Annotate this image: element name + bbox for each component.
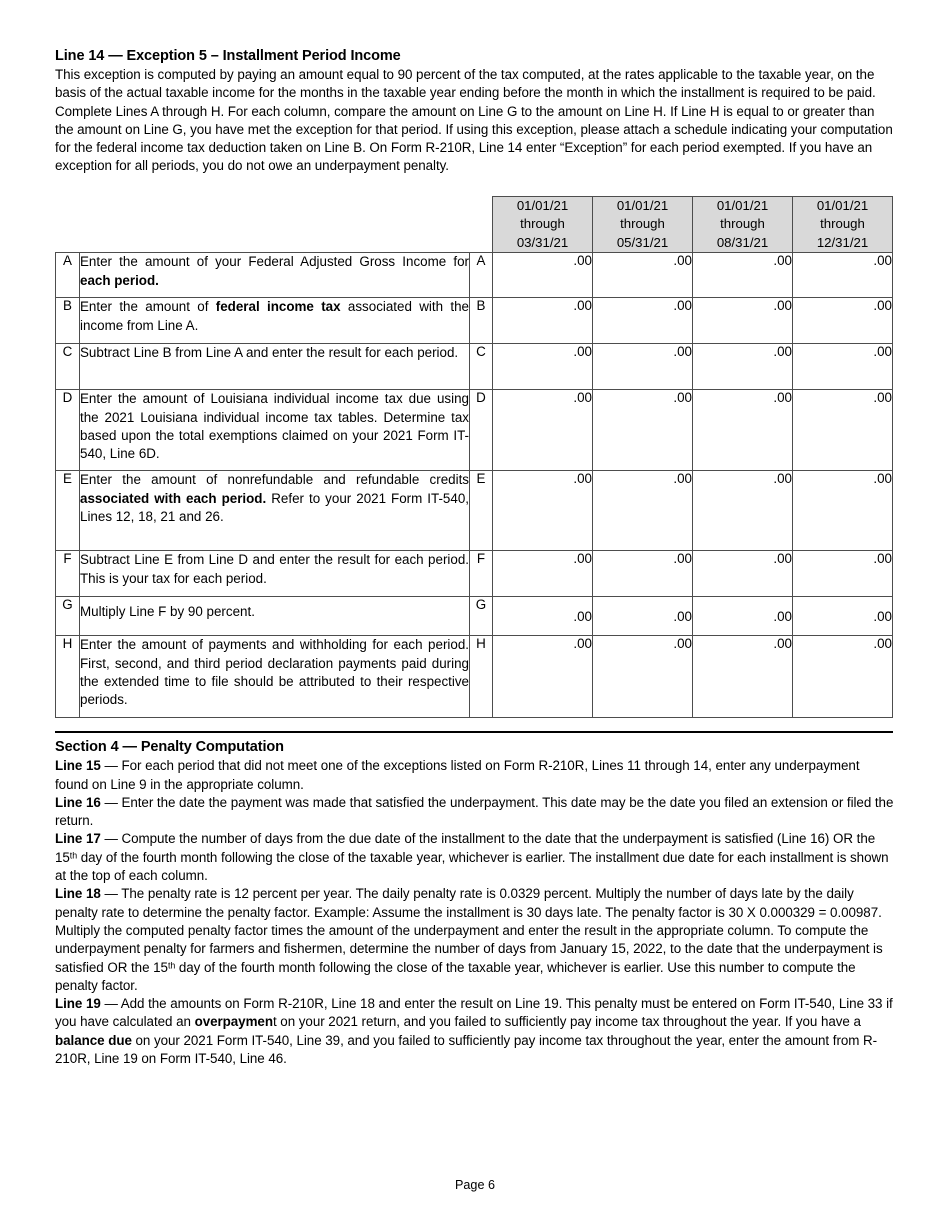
row-d-description: Enter the amount of Louisiana individual income tax due using the 2021 Louisiana individual income tax tables. Determine tax based upon the total exemptions claimed on your 2021 Form IT-540, Line 6D. bbox=[80, 390, 470, 471]
line-14-paragraph: This exception is computed by paying an amount equal to 90 percent of the tax computed, at the rates applicable to the taxable year, on the basis of the actual taxable income for the months in the taxable year ending before the month in which the installment is required to be paid. Complete Lines A through H. For each column, compare the amount on Line G to the amount on Line H. If Line H is equal to or greater than the amount on Line G, you have met the exception for that period. If using this exception, please attach a schedule indicating your computation for the federal income tax deduction taken on Line B. On Form R-210R, Line 14 enter “Exception” for each period exempted. If you have an exception for all periods, you do not owe an underpayment penalty. bbox=[55, 67, 893, 174]
row-e-letter-right: E bbox=[470, 471, 493, 551]
row-c-amount-2[interactable]: .00 bbox=[593, 344, 693, 390]
period-2-start: 01/01/21 bbox=[616, 197, 669, 213]
row-e-amount-1[interactable]: .00 bbox=[493, 471, 593, 551]
table-row-f bbox=[56, 551, 893, 597]
row-c-description: Subtract Line B from Line A and enter the result for each period. bbox=[80, 344, 470, 390]
row-a-letter-right: A bbox=[470, 253, 493, 298]
table-row-d bbox=[56, 390, 893, 471]
row-d-amount-1[interactable]: .00 bbox=[493, 390, 593, 471]
row-f-amount-3[interactable]: .00 bbox=[693, 551, 793, 597]
section-4-heading: Section 4 — Penalty Computation bbox=[55, 739, 284, 756]
period-4-through: through bbox=[820, 216, 865, 232]
row-h-letter-right: H bbox=[470, 636, 493, 718]
row-b-amount-2[interactable]: .00 bbox=[593, 298, 693, 344]
row-d-letter-right: D bbox=[470, 390, 493, 471]
row-d-amount-4[interactable]: .00 bbox=[793, 390, 893, 471]
row-g-description: Multiply Line F by 90 percent. bbox=[80, 597, 470, 636]
row-d-letter-left: D bbox=[56, 390, 80, 471]
header-spacer-desc bbox=[80, 196, 470, 253]
row-h-amount-1[interactable]: .00 bbox=[493, 636, 593, 718]
row-g-amount-4[interactable]: .00 bbox=[793, 597, 893, 636]
row-e-amount-3[interactable]: .00 bbox=[693, 471, 793, 551]
header-spacer-letter bbox=[470, 196, 493, 253]
period-3-end: 08/31/21 bbox=[716, 234, 769, 250]
period-1-end: 03/31/21 bbox=[516, 234, 569, 250]
row-g-amount-1[interactable]: .00 bbox=[493, 597, 593, 636]
row-b-letter-right: B bbox=[470, 298, 493, 344]
period-3-through: through bbox=[720, 216, 765, 232]
period-2-end: 05/31/21 bbox=[616, 234, 669, 250]
period-column-header-4 bbox=[793, 196, 893, 253]
line-14-heading: Line 14 — Exception 5 – Installment Period Income bbox=[55, 48, 401, 64]
document-page bbox=[55, 47, 895, 1068]
row-h-description: Enter the amount of payments and withholding for each period. First, second, and third period declaration payments paid during the extended time to file should be attributed to their respective periods. bbox=[80, 636, 470, 718]
row-e-letter-left: E bbox=[56, 471, 80, 551]
table-row-h bbox=[56, 636, 893, 718]
row-g-letter-left: G bbox=[56, 597, 80, 636]
header-spacer-left bbox=[56, 196, 80, 253]
installment-period-income-table-wrap bbox=[55, 196, 893, 719]
row-g-amount-2[interactable]: .00 bbox=[593, 597, 693, 636]
row-a-amount-4[interactable]: .00 bbox=[793, 253, 893, 298]
row-a-letter-left: A bbox=[56, 253, 80, 298]
row-b-description: Enter the amount of federal income tax associated with the income from Line A. bbox=[80, 298, 470, 344]
period-4-start: 01/01/21 bbox=[816, 197, 869, 213]
row-c-letter-right: C bbox=[470, 344, 493, 390]
row-h-letter-left: H bbox=[56, 636, 80, 718]
row-b-amount-3[interactable]: .00 bbox=[693, 298, 793, 344]
row-b-amount-4[interactable]: .00 bbox=[793, 298, 893, 344]
table-row-b bbox=[56, 298, 893, 344]
row-f-letter-left: F bbox=[56, 551, 80, 597]
row-c-amount-1[interactable]: .00 bbox=[493, 344, 593, 390]
row-e-amount-4[interactable]: .00 bbox=[793, 471, 893, 551]
row-f-amount-1[interactable]: .00 bbox=[493, 551, 593, 597]
row-c-amount-3[interactable]: .00 bbox=[693, 344, 793, 390]
line-15-paragraph: Line 15 — For each period that did not meet one of the exceptions listed on Form R-210R, Lines 11 through 14, enter any underpayment found on Line 9 in the appropriate column. bbox=[55, 758, 860, 792]
row-f-amount-2[interactable]: .00 bbox=[593, 551, 693, 597]
row-a-amount-1[interactable]: .00 bbox=[493, 253, 593, 298]
row-g-amount-3[interactable]: .00 bbox=[693, 597, 793, 636]
row-e-description: Enter the amount of nonrefundable and refundable credits associated with each period. Refer to your 2021 Form IT-540, Lines 12, 18, 21 and 26. bbox=[80, 471, 470, 551]
row-c-letter-left: C bbox=[56, 344, 80, 390]
table-header-row bbox=[56, 196, 893, 253]
row-b-letter-left: B bbox=[56, 298, 80, 344]
row-d-amount-3[interactable]: .00 bbox=[693, 390, 793, 471]
page-footer: Page 6 bbox=[455, 1178, 495, 1192]
row-a-description: Enter the amount of your Federal Adjusted Gross Income for each period. bbox=[80, 253, 470, 298]
table-row-e bbox=[56, 471, 893, 551]
table-row-a bbox=[56, 253, 893, 298]
row-a-amount-2[interactable]: .00 bbox=[593, 253, 693, 298]
period-column-header-1 bbox=[493, 196, 593, 253]
installment-period-income-table bbox=[55, 196, 893, 719]
table-row-c bbox=[56, 344, 893, 390]
row-c-amount-4[interactable]: .00 bbox=[793, 344, 893, 390]
row-e-amount-2[interactable]: .00 bbox=[593, 471, 693, 551]
section-divider bbox=[55, 731, 893, 733]
period-1-through: through bbox=[520, 216, 565, 232]
row-a-amount-3[interactable]: .00 bbox=[693, 253, 793, 298]
row-g-letter-right: G bbox=[470, 597, 493, 636]
line-16-paragraph: Line 16 — Enter the date the payment was made that satisfied the underpayment. This date may be the date you filed an extension or filed the return. bbox=[55, 794, 894, 829]
row-b-amount-1[interactable]: .00 bbox=[493, 298, 593, 344]
row-f-description: Subtract Line E from Line D and enter the result for each period. This is your tax for each period. bbox=[80, 551, 470, 597]
row-f-letter-right: F bbox=[470, 551, 493, 597]
table-row-g bbox=[56, 597, 893, 636]
line-17-paragraph: Line 17 — Compute the number of days from the due date of the installment to the date that the underpayment is satisfied (Line 16) OR the 15th day of the fourth month following the close of the taxable year, whichever is earlier. The installment due date for each installment is shown at the top of each column. bbox=[55, 831, 889, 884]
period-column-header-3 bbox=[693, 196, 793, 253]
line-19-paragraph: Line 19 — Add the amounts on Form R-210R, Line 18 and enter the result on Line 19. This penalty must be entered on Form IT-540, Line 33 if you have calculated an overpayment on your 2021 return, and you failed to sufficiently pay income tax throughout the year. If you have a balance due on your 2021 Form IT-540, Line 39, and you failed to sufficiently pay income tax throughout the year, enter the amount from R-210R, Line 19 on Form IT-540, Line 46. bbox=[55, 996, 893, 1067]
row-d-amount-2[interactable]: .00 bbox=[593, 390, 693, 471]
row-f-amount-4[interactable]: .00 bbox=[793, 551, 893, 597]
line-18-paragraph: Line 18 — The penalty rate is 12 percent per year. The daily penalty rate is 0.0329 percent. Multiply the number of days late by the daily penalty rate to determine the penalty factor. Example: Assume the installment is 30 days late. The penalty factor is 30 X 0.000329 = 0.00987. Multiply the computed penalty factor times the amount of the underpayment and enter the result in the appropriate column. To compute the underpayment penalty for farmers and fishermen, determine the number of days from January 15, 2022, to the date that the underpayment is satisfied OR the 15th day of the fourth month following the close of the taxable year, whichever is earlier. Use this number to compute the penalty factor. bbox=[55, 886, 883, 993]
period-3-start: 01/01/21 bbox=[716, 197, 769, 213]
period-1-start: 01/01/21 bbox=[516, 197, 569, 213]
period-4-end: 12/31/21 bbox=[816, 234, 869, 250]
row-h-amount-2[interactable]: .00 bbox=[593, 636, 693, 718]
row-h-amount-4[interactable]: .00 bbox=[793, 636, 893, 718]
row-h-amount-3[interactable]: .00 bbox=[693, 636, 793, 718]
period-column-header-2 bbox=[593, 196, 693, 253]
period-2-through: through bbox=[620, 216, 665, 232]
